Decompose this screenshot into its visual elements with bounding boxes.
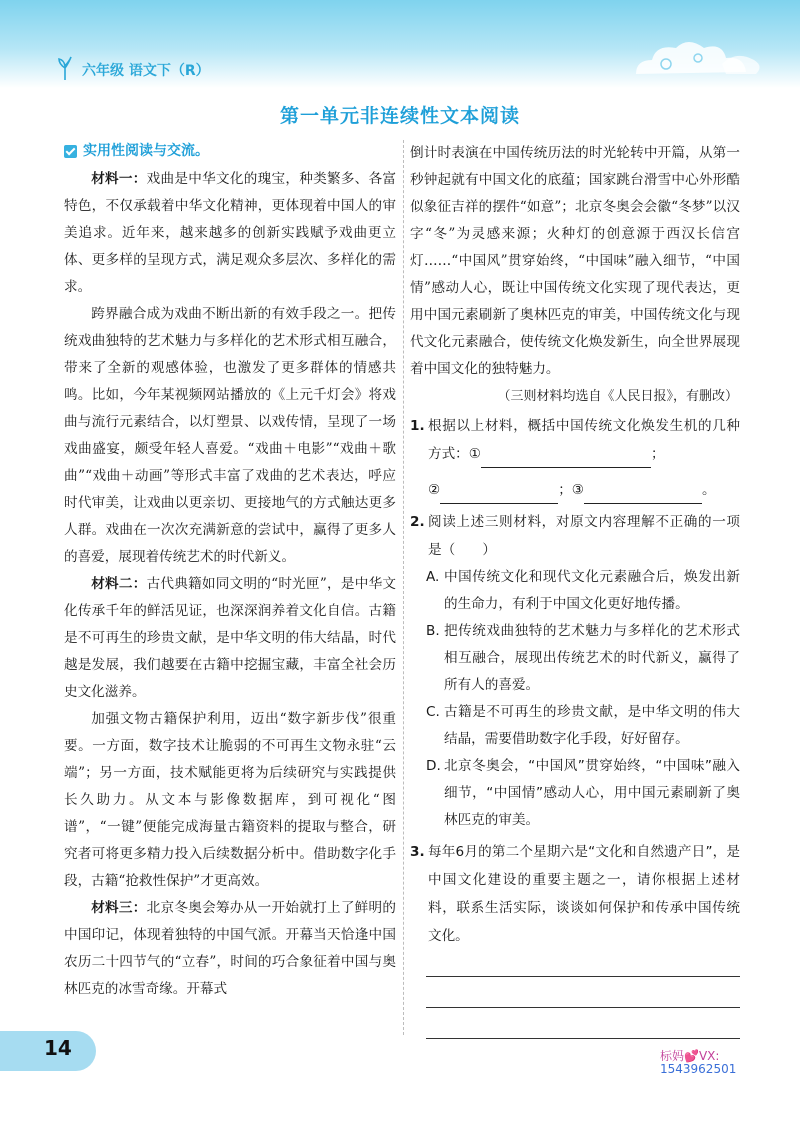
question-2-number: 2. xyxy=(410,514,425,530)
option-b[interactable] xyxy=(410,618,740,699)
material3-paragraph1 xyxy=(64,895,396,1003)
question-2-text: 阅读上述三则材料，对原文内容理解不正确的一项是（ ） xyxy=(428,514,740,558)
question-3 xyxy=(410,838,740,950)
option-a[interactable] xyxy=(410,564,740,618)
material2-paragraph1 xyxy=(64,571,396,706)
option-text: 北京冬奥会，“中国风”贯穿始终，“中国味”融入细节，“中国情”感动人心，用中国元素刷新了奥林匹克的审美。 xyxy=(444,758,740,828)
page-title: 第一单元非连续性文本阅读 xyxy=(279,105,520,127)
option-letter: B. xyxy=(426,623,440,639)
question-1-text: 根据以上材料，概括中国传统文化焕发生机的几种方式： xyxy=(428,418,740,462)
section-heading-text: 实用性阅读与交流。 xyxy=(83,143,209,159)
material1-text1: 戏曲是中华文化的瑰宝，种类繁多、各富特色，不仅承载着中华文化精神，更体现着中国人的审美追求。近年来，越来越多的创新实践赋予戏曲更立体、更多样的呈现方式，满足观众多层次、多样化的需求。 xyxy=(64,171,397,295)
answer-blank-1[interactable] xyxy=(481,449,651,468)
grade-label: 六年级 语文下（R） xyxy=(82,63,210,79)
option-text: 中国传统文化和现代文化元素融合后，焕发出新的生命力，有利于中国文化更好地传播。 xyxy=(444,569,740,612)
question-3-number: 3. xyxy=(410,844,425,860)
material2-text1: 古代典籍如同文明的“时光匣”，是中华文化传承千年的鲜活见证，也深深润养着文化自信。古籍是不可再生的珍贵文献，是中华文明的伟大结晶，时代越是发展，我们越要在古籍中挖掘宝藏，丰富全社会历史文化滋养。 xyxy=(64,576,397,700)
option-letter: A. xyxy=(426,569,440,585)
column-divider xyxy=(403,140,404,1035)
question-2-options xyxy=(410,564,740,834)
material2-paragraph2: 加强文物古籍保护利用，迈出“数字新步伐”很重要。一方面，数字技术让脆弱的不可再生文物永驻“云端”；另一方面，技术赋能更将为后续研究与实践提供长久助力。从文本与影像数据库，到可视化“图谱”，“一键”便能完成海量古籍资料的提取与整合，研究者可将更多精力投入后续数据分析中。借助数字化手段，古籍“抢救性保护”才更高效。 xyxy=(64,711,396,889)
material3-lead: 材料三： xyxy=(91,900,147,916)
question-1 xyxy=(410,412,740,504)
question-1-marker3: ③ xyxy=(571,482,584,498)
answer-blank-3[interactable] xyxy=(584,485,702,504)
answer-line-3[interactable] xyxy=(426,1038,740,1039)
watermark-bottom: 1543962501 xyxy=(660,1062,737,1076)
cloud-icon xyxy=(626,34,766,80)
material1-paragraph1 xyxy=(64,166,396,301)
question-1-semicolon2: ； xyxy=(558,482,572,498)
option-letter: C. xyxy=(426,704,440,720)
option-text: 把传统戏曲独特的艺术魅力与多样化的艺术形式相互融合，展现出传统艺术的时代新义，赢得了所有人的喜爱。 xyxy=(444,623,740,693)
watermark xyxy=(660,1050,736,1076)
material1-lead: 材料一： xyxy=(91,171,147,187)
right-column xyxy=(410,140,740,1039)
option-d[interactable] xyxy=(410,753,740,834)
watermark-top: 标妈💕VX: xyxy=(660,1049,720,1063)
material3-text1: 北京冬奥会筹办从一开始就打上了鲜明的中国印记，体现着独特的中国气派。开幕当天恰逢中国农历二十四节气的“立春”，时间的巧合象征着中国与奥林匹克的冰雪奇缘。开幕式 xyxy=(64,900,397,997)
option-letter: D. xyxy=(426,758,441,774)
left-column xyxy=(64,140,396,1003)
question-1-marker2: ② xyxy=(428,482,441,498)
question-1-blanks-row xyxy=(428,476,740,504)
answer-blank-2[interactable] xyxy=(440,485,558,504)
option-text: 古籍是不可再生的珍贵文献，是中华文明的伟大结晶，需要借助数字化手段，好好留存。 xyxy=(444,704,740,747)
material2-lead: 材料二： xyxy=(91,576,147,592)
question-1-semicolon1: ； xyxy=(650,446,665,462)
question-3-text: 每年6月的第二个星期六是“文化和自然遗产日”，是中国文化建设的重要主题之一，请你根据上述材料，联系生活实际，谈谈如何保护和传承中国传统文化。 xyxy=(428,844,740,944)
material3-continuation: 倒计时表演在中国传统历法的时光轮转中开篇，从第一秒钟起就有中国文化的底蕴；国家跳台滑雪中心外形酷似象征吉祥的摆件“如意”；北京冬奥会会徽“冬梦”以汉字“冬”为灵感来源；火种灯的创意源于西汉长信宫灯……“中国风”贯穿始终，“中国味”融入细节，“中国情”感动人心，既让中国传统文化实现了现代表达，更用中国元素刷新了奥林匹克的审美，中国传统文化与现代文化元素融合，使传统文化焕发新生，向全世界展现着中国文化的独特魅力。 xyxy=(410,145,740,377)
question-1-end: 。 xyxy=(701,482,716,498)
answer-line-1[interactable] xyxy=(426,976,740,977)
source-note: （三则材料均选自《人民日报》，有删改） xyxy=(497,389,738,404)
section-heading xyxy=(64,140,396,162)
question-2 xyxy=(410,508,740,564)
question-1-number: 1. xyxy=(410,418,425,434)
question-1-marker1: ① xyxy=(468,446,481,462)
page-number: 14 xyxy=(44,1036,72,1060)
material1-paragraph2: 跨界融合成为戏曲不断出新的有效手段之一。把传统戏曲独特的艺术魅力与多样化的艺术形式相互融合，带来了全新的观感体验，也激发了更多群体的情感共鸣。比如，今年某视频网站播放的《上元千灯会》将戏曲与流行元素结合，以灯塑景、以戏传情，呈现了一场戏曲盛宴，颇受年轻人喜爱。“戏曲＋电影”“戏曲＋歌曲”“戏曲＋动画”等形式丰富了戏曲的艺术表达，呼应时代审美，让戏曲以更亲切、更接地气的方式触达更多人群。戏曲在一次次充满新意的尝试中，赢得了更多人的喜爱，展现着传统艺术的时代新义。 xyxy=(64,306,396,565)
answer-line-2[interactable] xyxy=(426,1007,740,1008)
sprout-icon xyxy=(58,56,72,80)
option-c[interactable] xyxy=(410,699,740,753)
checkbox-icon xyxy=(64,145,77,158)
